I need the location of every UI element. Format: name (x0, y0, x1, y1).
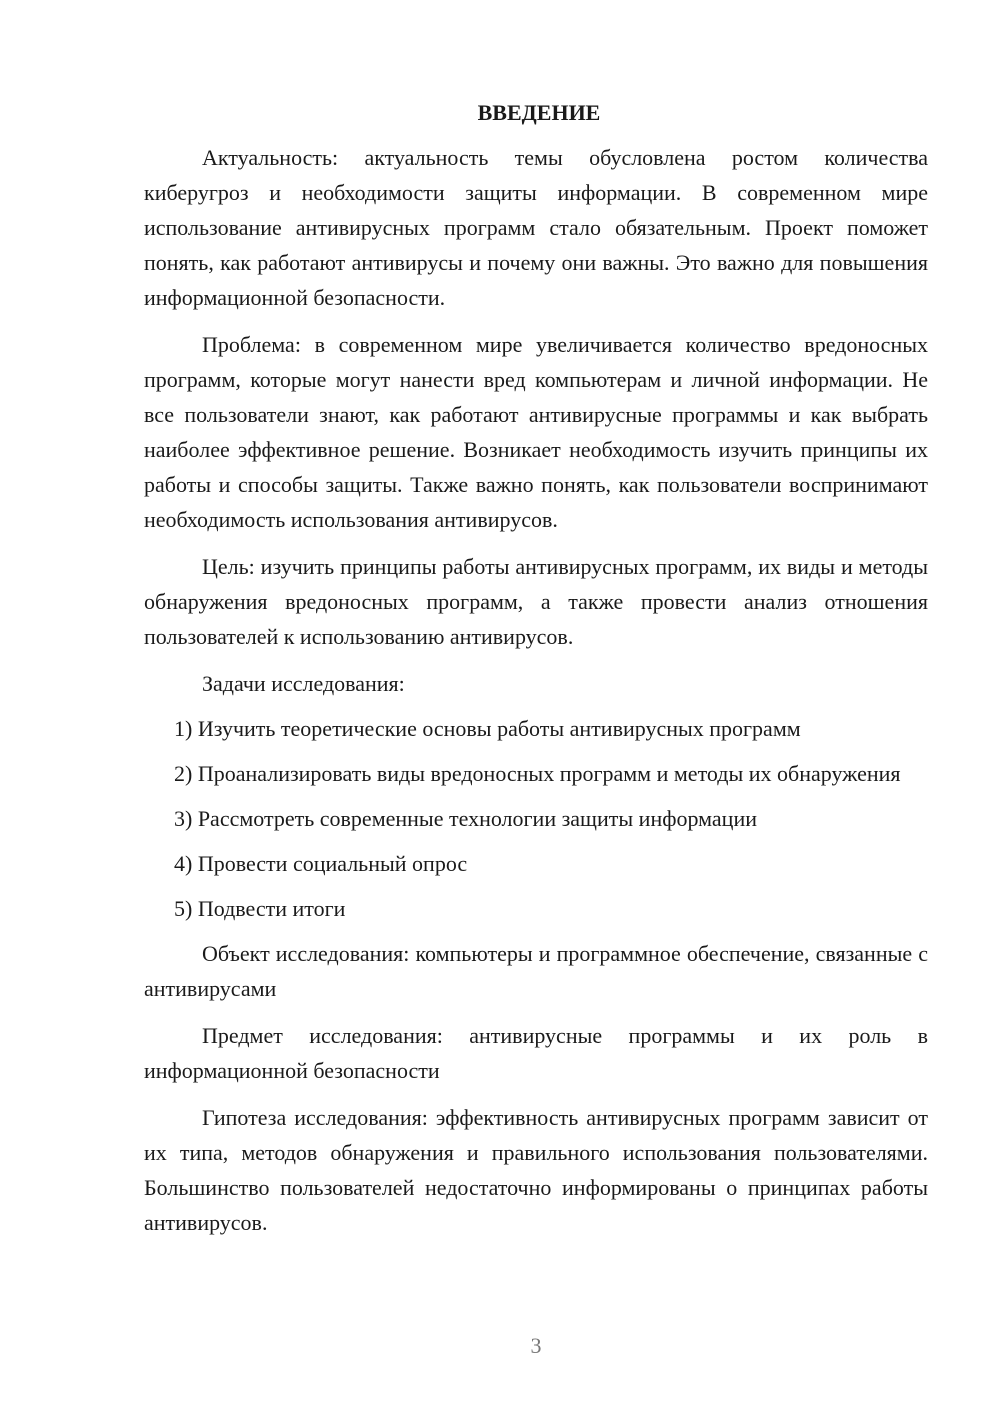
object-paragraph: Объект исследования: компьютеры и программное обеспечение, связанные с антивирусами (144, 941, 928, 1001)
task-item: 2) Проанализировать виды вредоносных программ и методы их обнаружения (174, 761, 901, 786)
task-item: 5) Подвести итоги (174, 896, 346, 921)
page-title: ВВЕДЕНИЕ (477, 100, 601, 125)
task-item: 1) Изучить теоретические основы работы антивирусных программ (174, 716, 801, 741)
problem-paragraph: Проблема: в современном мире увеличивается количество вредоносных программ, которые могут нанести вред компьютерам и личной информации. Не все пользователи знают, как работают антивирусные программы и как выбрать наиболее эффективное решение. Возникает необходимость изучить принципы их работы и способы защиты. Также важно понять, как пользователи воспринимают необходимость использования антивирусов. (144, 332, 928, 532)
goal-paragraph: Цель: изучить принципы работы антивирусных программ, их виды и методы обнаружения вредоносных программ, а также провести анализ отношения пользователей к использованию антивирусов. (144, 554, 928, 649)
page-number: 3 (530, 1333, 542, 1358)
hypothesis-paragraph: Гипотеза исследования: эффективность антивирусных программ зависит от их типа, методов обнаружения и правильного использования пользователями. Большинство пользователей недостаточно информированы о принципах работы антивирусов. (144, 1105, 928, 1235)
tasks-list (144, 711, 928, 926)
subject-paragraph: Предмет исследования: антивирусные программы и их роль в информационной безопасности (144, 1023, 928, 1083)
task-item: 4) Провести социальный опрос (174, 851, 468, 876)
relevance-paragraph: Актуальность: актуальность темы обусловлена ростом количества киберугроз и необходимости защиты информации. В современном мире использование антивирусных программ стало обязательным. Проект поможет понять, как работают антивирусы и почему они важны. Это важно для повышения информационной безопасности. (144, 145, 928, 310)
task-item: 3) Рассмотреть современные технологии защиты информации (174, 806, 757, 831)
tasks-heading: Задачи исследования: (202, 671, 405, 696)
